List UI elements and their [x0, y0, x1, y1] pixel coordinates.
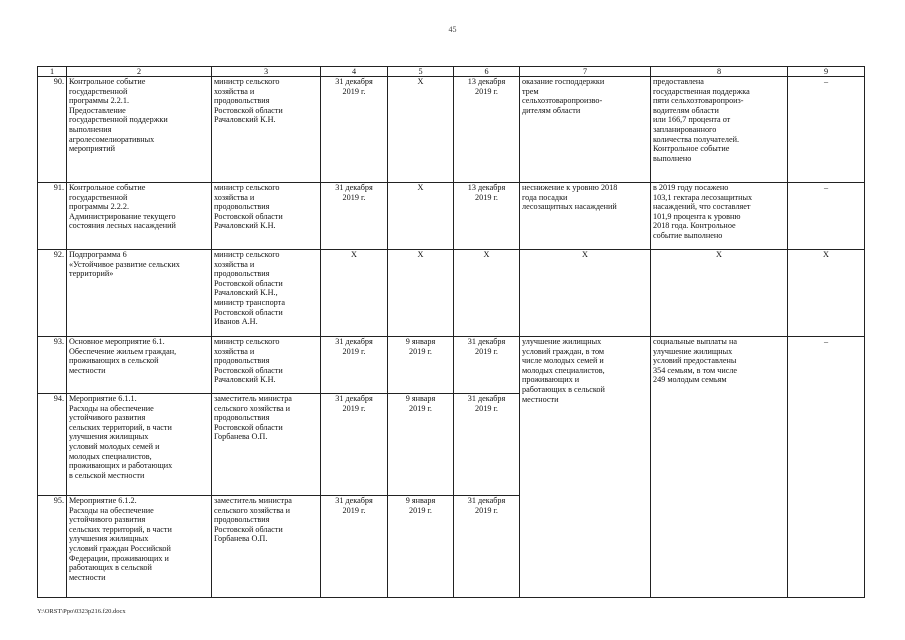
- page-number: 45: [448, 25, 457, 34]
- row-number: 93.: [38, 337, 67, 394]
- start-date: 9 января 2019 г.: [388, 337, 454, 394]
- note: –: [788, 337, 865, 598]
- responsible: министр сельского хозяйства и продовольствия Ростовской области Рачаловский К.Н., министр транспорта Ростовской области Иванов А.Н.: [212, 250, 321, 337]
- header-row: [38, 67, 865, 77]
- header-cell: 1: [38, 67, 67, 77]
- end-date: 31 декабря 2019 г.: [454, 394, 520, 496]
- plan-date: X: [321, 250, 388, 337]
- plan-date: 31 декабря 2019 г.: [321, 394, 388, 496]
- note: X: [788, 250, 865, 337]
- note: –: [788, 77, 865, 183]
- start-date: X: [388, 250, 454, 337]
- row-number: 95.: [38, 496, 67, 598]
- note: –: [788, 183, 865, 250]
- start-date: 9 января 2019 г.: [388, 394, 454, 496]
- expected-result: X: [520, 250, 651, 337]
- responsible: заместитель министра сельского хозяйства и продовольствия Ростовской области Горбанева О.П.: [212, 394, 321, 496]
- header-cell: 9: [788, 67, 865, 77]
- start-date: X: [388, 183, 454, 250]
- start-date: X: [388, 77, 454, 183]
- event-name: Основное мероприятие 6.1. Обеспечение жильем граждан, проживающих в сельской местности: [67, 337, 212, 394]
- header-cell: 3: [212, 67, 321, 77]
- row-number: 90.: [38, 77, 67, 183]
- actual-result: социальные выплаты на улучшение жилищных условий предоставлены 354 семьям, в том числе 249 молодым семьям: [651, 337, 788, 598]
- expected-result: улучшение жилищных условий граждан, в том числе молодых семей и молодых специалистов, проживающих и работающих в сельской местности: [520, 337, 651, 598]
- header-cell: 6: [454, 67, 520, 77]
- actual-result: предоставлена государственная поддержка пяти сельхозтоваропроиз- водителям области или 166,7 процента от запланированного количества получателей. Контрольное событие выполнено: [651, 77, 788, 183]
- row-number: 91.: [38, 183, 67, 250]
- report-table: [37, 66, 865, 598]
- start-date: 9 января 2019 г.: [388, 496, 454, 598]
- event-name: Подпрограмма 6 «Устойчивое развитие сельских территорий»: [67, 250, 212, 337]
- event-name: Мероприятие 6.1.2. Расходы на обеспечение устойчивого развития сельских территорий, в части улучшения жилищных условий граждан Российской Федерации, проживающих и работающих в сельской местности: [67, 496, 212, 598]
- responsible: заместитель министра сельского хозяйства и продовольствия Ростовской области Горбанева О.П.: [212, 496, 321, 598]
- header-cell: 5: [388, 67, 454, 77]
- plan-date: 31 декабря 2019 г.: [321, 183, 388, 250]
- row-number: 92.: [38, 250, 67, 337]
- end-date: 31 декабря 2019 г.: [454, 496, 520, 598]
- end-date: 13 декабря 2019 г.: [454, 183, 520, 250]
- event-name: Контрольное событие государственной программы 2.2.2. Администрирование текущего состояния лесных насаждений: [67, 183, 212, 250]
- plan-date: 31 декабря 2019 г.: [321, 337, 388, 394]
- table-row: [38, 250, 865, 337]
- file-path-footer: Y:\ORST\Ppo\0323p216.f20.docx: [37, 608, 126, 615]
- table-row: [38, 337, 865, 394]
- end-date: 13 декабря 2019 г.: [454, 77, 520, 183]
- expected-result: неснижение к уровню 2018 года посадки лесозащитных насаждений: [520, 183, 651, 250]
- event-name: Контрольное событие государственной программы 2.2.1. Предоставление государственной поддержки выполнения агролесомелиоративных мероприятий: [67, 77, 212, 183]
- end-date: X: [454, 250, 520, 337]
- header-cell: 7: [520, 67, 651, 77]
- header-cell: 2: [67, 67, 212, 77]
- responsible: министр сельского хозяйства и продовольствия Ростовской области Рачаловский К.Н.: [212, 183, 321, 250]
- responsible: министр сельского хозяйства и продовольствия Ростовской области Рачаловский К.Н.: [212, 77, 321, 183]
- table-row: [38, 183, 865, 250]
- actual-result: X: [651, 250, 788, 337]
- event-name: Мероприятие 6.1.1. Расходы на обеспечение устойчивого развития сельских территорий, в части улучшения жилищных условий молодых семей и молодых специалистов, проживающих и работающих в сельской местности: [67, 394, 212, 496]
- actual-result: в 2019 году посажено 103,1 гектара лесозащитных насаждений, что составляет 101,9 процента к уровню 2018 года. Контрольное событие выполнено: [651, 183, 788, 250]
- end-date: 31 декабря 2019 г.: [454, 337, 520, 394]
- row-number: 94.: [38, 394, 67, 496]
- responsible: министр сельского хозяйства и продовольствия Ростовской области Рачаловский К.Н.: [212, 337, 321, 394]
- header-cell: 4: [321, 67, 388, 77]
- header-cell: 8: [651, 67, 788, 77]
- plan-date: 31 декабря 2019 г.: [321, 77, 388, 183]
- plan-date: 31 декабря 2019 г.: [321, 496, 388, 598]
- table-row: [38, 77, 865, 183]
- expected-result: оказание господдержки трем сельхозтоваропроизво- дителям области: [520, 77, 651, 183]
